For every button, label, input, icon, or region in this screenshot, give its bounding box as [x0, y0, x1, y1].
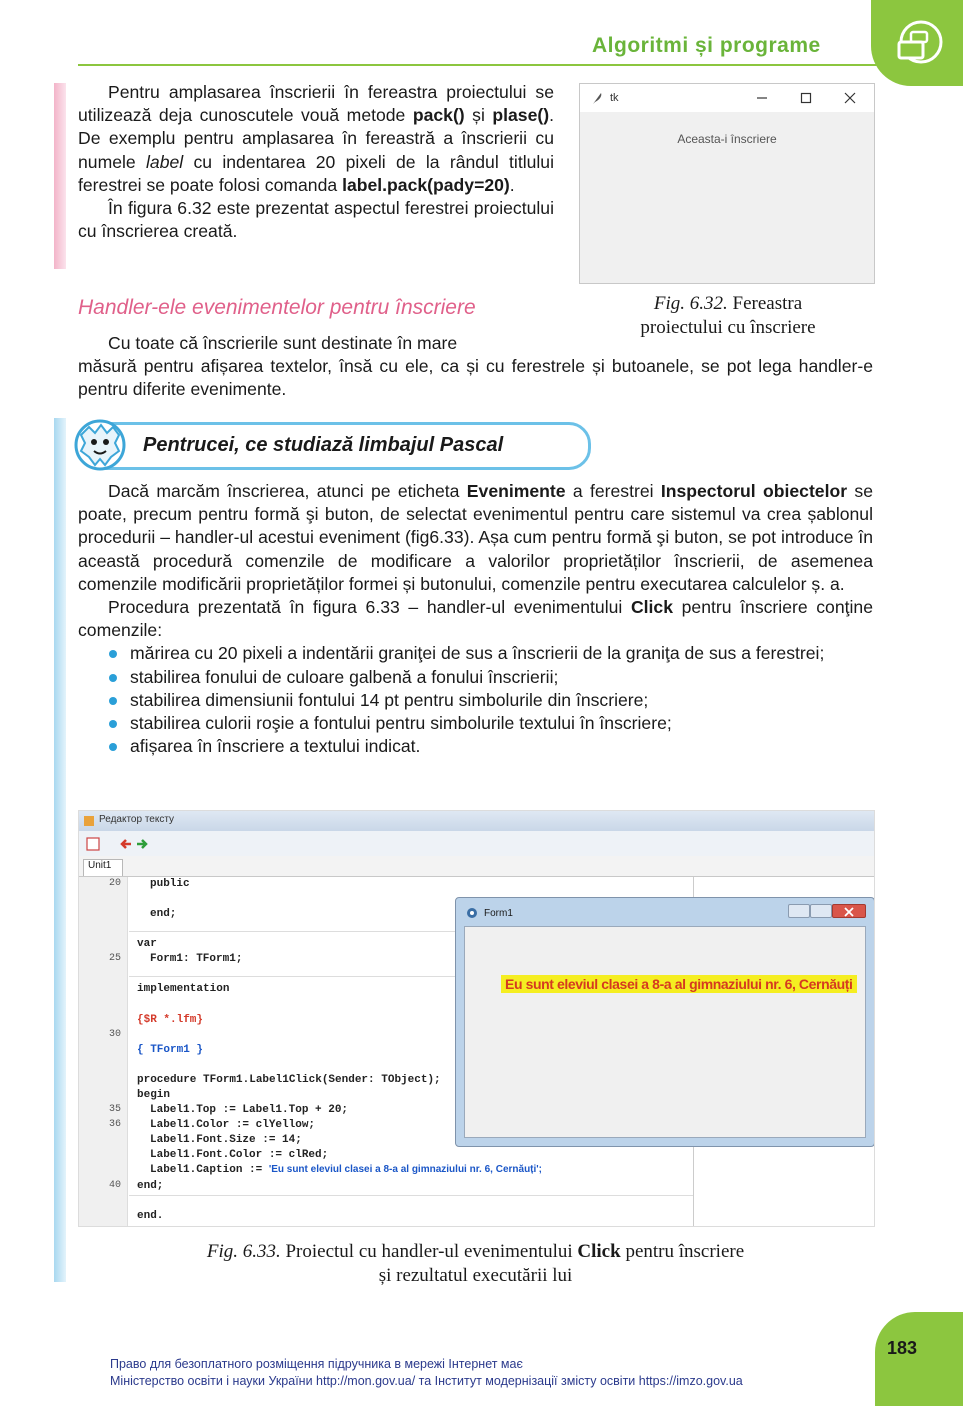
page-number-tab	[875, 1312, 963, 1406]
ide-tab-bar	[79, 856, 874, 877]
code-line: begin	[137, 1089, 171, 1101]
tk-window	[579, 83, 875, 284]
line-gutter	[79, 877, 128, 1226]
minimize-button[interactable]	[788, 904, 810, 918]
back-arrow-icon[interactable]	[119, 837, 133, 851]
line-number: 40	[108, 1180, 121, 1191]
code-line: Label1.Color := clYellow;	[150, 1119, 316, 1131]
margin-bar-blue	[54, 418, 66, 1282]
list-item: afișarea în înscriere a textului indicat.	[78, 735, 873, 758]
maximize-button[interactable]	[810, 904, 832, 918]
mascot-icon	[71, 417, 129, 473]
pascal-banner-title: Pentrucei, ce studiază limbajul Pascal	[143, 434, 504, 456]
close-icon	[833, 906, 865, 918]
header-tab	[871, 0, 963, 86]
minimize-icon[interactable]	[756, 92, 768, 104]
maximize-icon[interactable]	[800, 92, 812, 104]
code-line: Label1.Caption := 'Eu sunt eleviul clasei a 8-a al gimnaziului nr. 6, Cernăuți';	[150, 1164, 542, 1176]
tab-unit1[interactable]: Unit1	[83, 859, 123, 876]
code-line: Label1.Top := Label1.Top + 20;	[150, 1104, 349, 1116]
code-line: end.	[137, 1210, 164, 1222]
code-line: {$R *.lfm}	[137, 1014, 204, 1026]
line-number: 20	[108, 878, 121, 889]
figure-caption-6-33: Fig. 6.33. Proiectul cu handler-ul evenimentului Click pentru înscriere și rezultatul executării lui	[206, 1241, 745, 1286]
handler-paragraph-rest: măsură pentru afișarea textelor, însă cu ele, ca și cu ferestrele și butoanele, se pot lega handler-e pentru diferite evenimente.	[78, 356, 873, 400]
intro-paragraph: Pentru amplasarea înscrierii în fereastra proiectului se utilizează deja cunoscutele vouă metode pack() și plase(). De exemplu pentru amplasarea în fereastră a înscrierii cu numele label cu indentarea 20 pixeli de la rândul titlului ferestrei se poate folosi comanda label.pack(pady=20).	[78, 82, 555, 195]
feather-icon	[590, 91, 604, 105]
form-icon	[466, 907, 478, 919]
ide-screenshot	[78, 810, 875, 1227]
toggle-form-icon[interactable]	[85, 836, 101, 852]
tk-title: tk	[610, 92, 619, 104]
pascal-banner	[80, 422, 591, 470]
code-line: { TForm1 }	[137, 1044, 204, 1056]
command-list	[78, 642, 873, 758]
form1-title: Form1	[484, 908, 513, 919]
list-item: stabilirea dimensiunii fontului 14 pt pentru simbolurile din înscriere;	[78, 689, 873, 712]
code-line: Form1: TForm1;	[150, 953, 243, 965]
line-number: 30	[108, 1029, 121, 1040]
pascal-paragraph-1: Dacă marcăm înscrierea, atunci pe eticheta Evenimente a ferestrei Inspectorul obiectelor se poate, precum pentru formă şi buton, de selectat evenimentul pentru care sistemul va crea șablonul procedurii – handler-ul acestui eveniment (fig6.33). Așa cum pentru formă şi buton, se pot introduce în această procedură comenzile de modificare a valorilor proprietăților înscrierii, de asemenea comenzile modificării proprietăților formei și butonului, comenzile pentru executarea calculelor ș. a.	[78, 481, 873, 594]
computer-icon	[889, 14, 949, 74]
list-item: mărirea cu 20 pixeli a indentării graniţei de sus a înscrierii de la graniţa de sus a ferestrei;	[78, 642, 873, 665]
pascal-paragraph-2: Procedura prezentată în figura 6.33 – handler-ul evenimentului Click pentru înscriere conţine comenzile:	[78, 597, 873, 641]
code-line: end;	[137, 1180, 164, 1192]
app-icon	[83, 815, 95, 827]
line-number: 36	[108, 1119, 121, 1130]
tk-titlebar	[580, 84, 874, 112]
footer-line-2: Міністерство освіти і науки України http://mon.gov.ua/ та Інститут модернізації змісту освіти https://imzo.gov.ua	[110, 1374, 743, 1388]
close-button[interactable]	[832, 904, 866, 918]
ide-titlebar	[79, 811, 874, 831]
form1-window	[455, 897, 875, 1147]
code-separator	[129, 1195, 694, 1196]
header-title: Algoritmi și programe	[592, 34, 821, 57]
list-item: stabilirea culorii roşie a fontului pentru simbolurile textului în înscriere;	[78, 712, 873, 735]
handler-paragraph-start: Cu toate că înscrierile sunt destinate în mare	[108, 333, 458, 353]
code-line: implementation	[137, 983, 230, 995]
code-line: Label1.Font.Size := 14;	[150, 1134, 302, 1146]
line-number: 25	[108, 953, 121, 964]
code-line: var	[137, 938, 157, 950]
form1-client-area	[464, 926, 866, 1138]
code-line: procedure TForm1.Label1Click(Sender: TObject);	[137, 1074, 441, 1086]
list-item: stabilirea fonului de culoare galbenă a fonului înscrierii;	[78, 666, 873, 689]
intro-paragraph-2: În figura 6.32 este prezentat aspectul ferestrei proiectului cu înscrierea creată.	[78, 198, 554, 242]
header-divider	[78, 64, 878, 66]
close-icon[interactable]	[844, 92, 856, 104]
ide-toolbar	[79, 831, 874, 857]
intro-block	[78, 81, 554, 243]
figure-caption-6-32: Fig. 6.32. Fereastra proiectului cu înscriere	[640, 293, 816, 338]
footer-line-1: Право для безоплатного розміщення підручника в мережі Інтернет має	[110, 1357, 523, 1371]
code-line: end;	[150, 908, 177, 920]
code-line: Label1.Font.Color := clRed;	[150, 1149, 329, 1161]
forward-arrow-icon[interactable]	[135, 837, 149, 851]
margin-bar-pink	[54, 83, 66, 269]
label1[interactable]: Eu sunt eleviul clasei a 8-a al gimnaziului nr. 6, Cernăuți	[501, 975, 857, 993]
tk-label: Aceasta-i înscriere	[677, 132, 777, 146]
section-subheading: Handler-ele evenimentelor pentru înscriere	[78, 296, 476, 319]
ide-window-title: Редактор тексту	[99, 814, 175, 825]
code-line: public	[150, 878, 190, 890]
page-number: 183	[887, 1338, 918, 1358]
line-number: 35	[108, 1104, 121, 1115]
pascal-section	[78, 480, 873, 758]
